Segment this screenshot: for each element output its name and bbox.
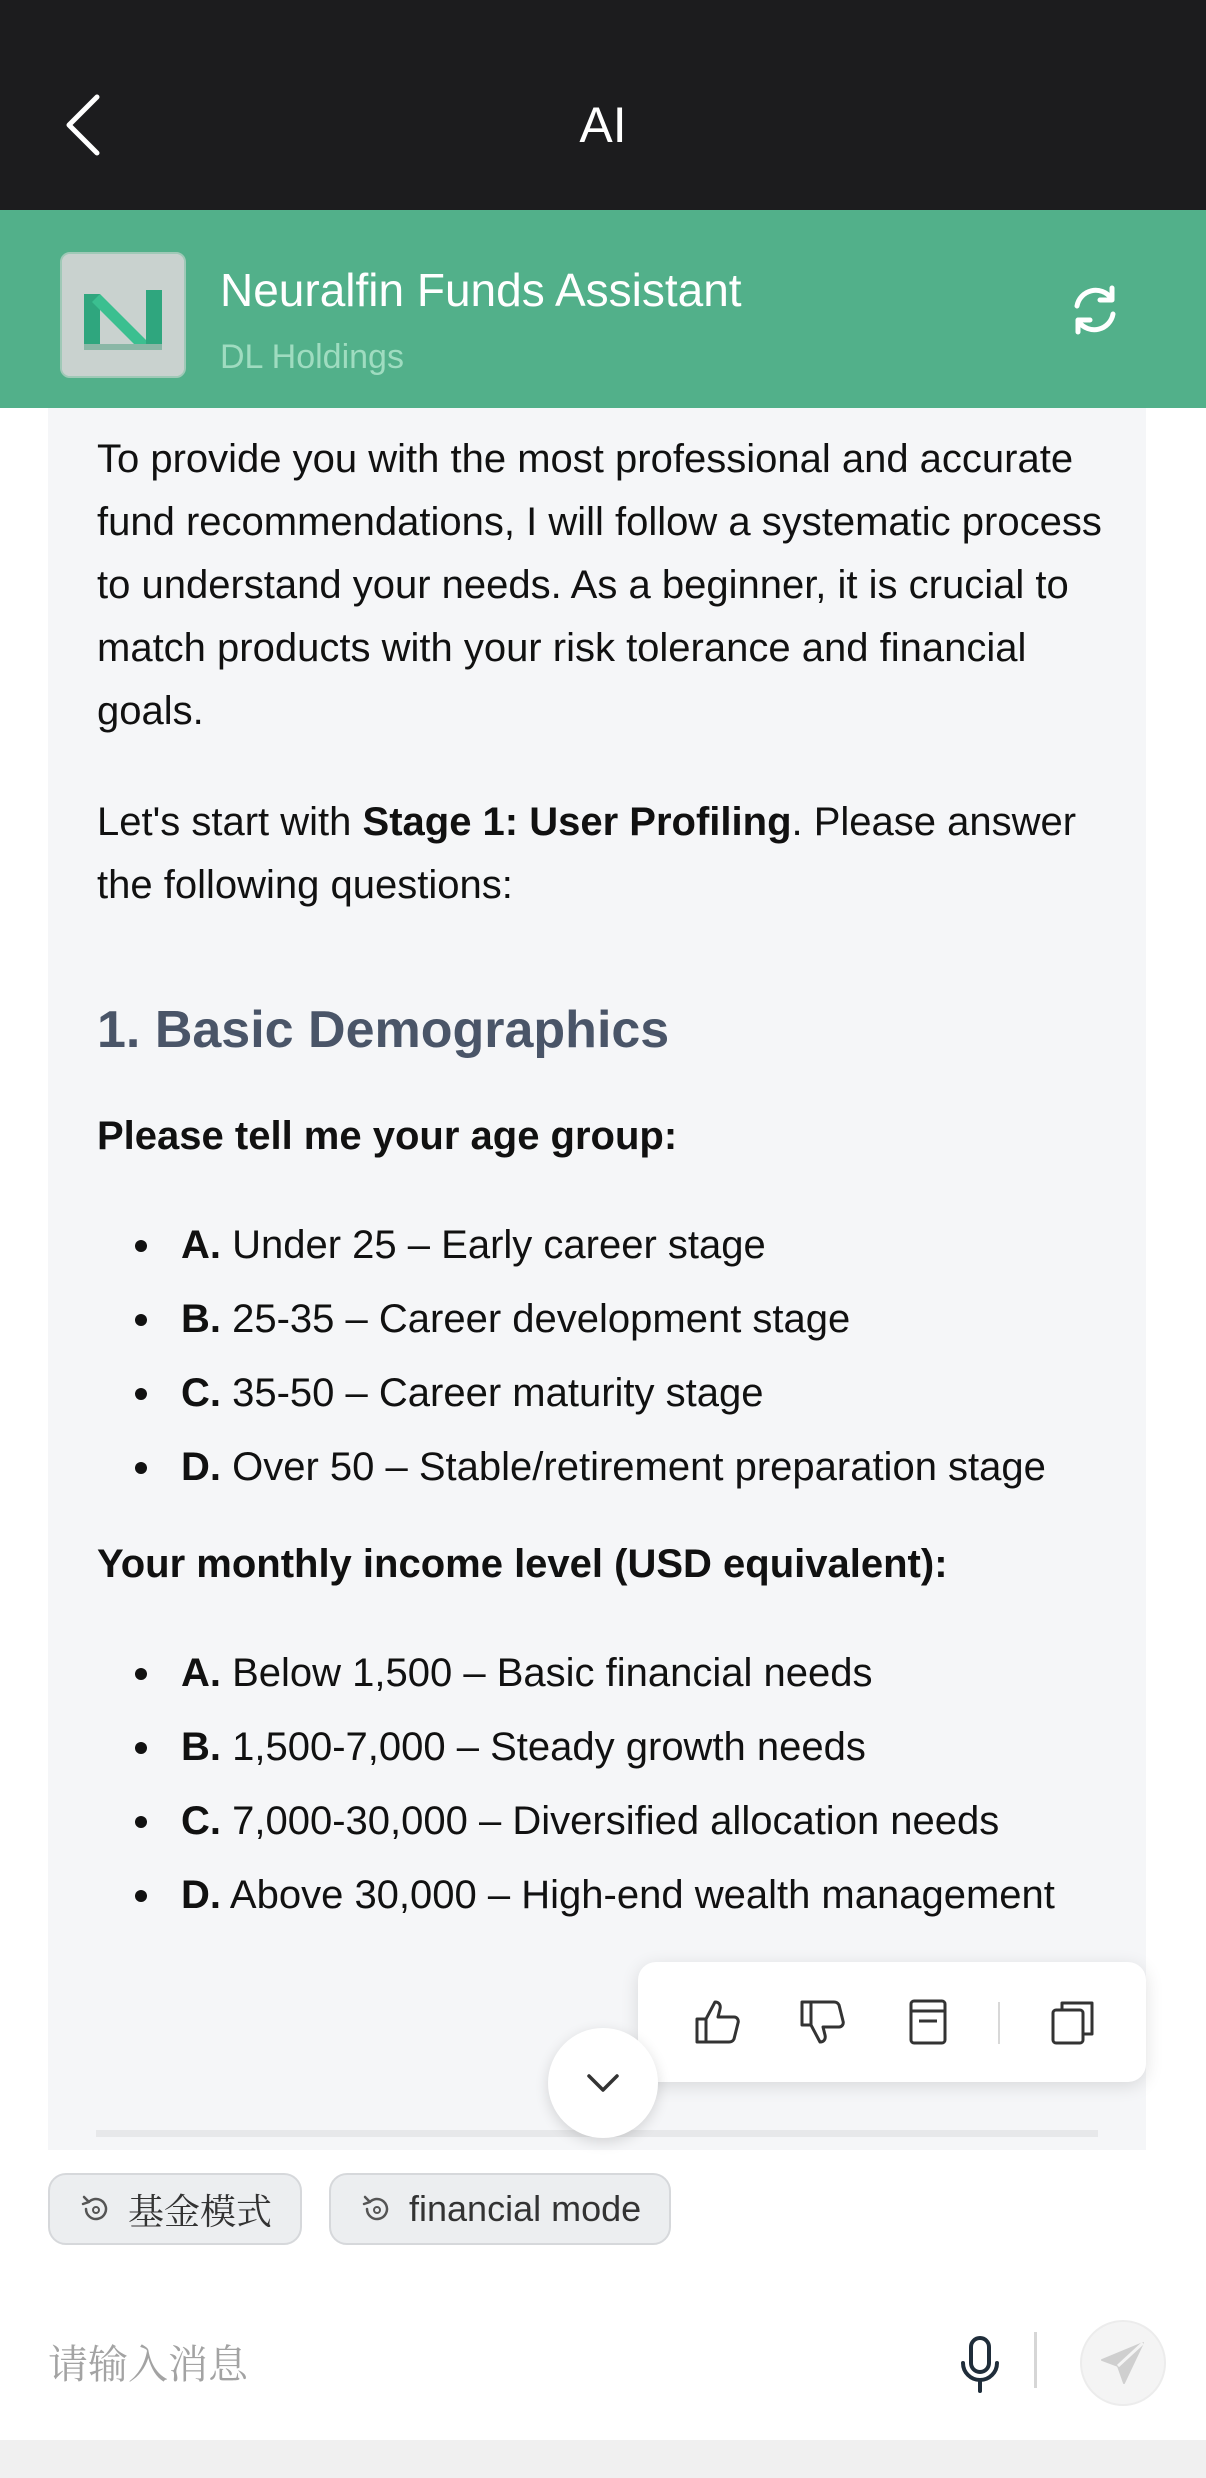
home-indicator-area [0,2440,1206,2478]
list-item: C. 7,000-30,000 – Diversified allocation needs [97,1790,1117,1853]
refresh-button[interactable] [1060,275,1130,345]
message-start: Let's start with Stage 1: User Profiling. Please answer the following questions: [97,800,1077,907]
message-input-bar [0,2290,1206,2440]
thumbs-down-icon [798,1997,848,2047]
message-input[interactable] [48,2325,908,2405]
microphone-icon [958,2335,1002,2395]
send-icon [1098,2338,1148,2388]
mode-switch-icon [359,2191,395,2227]
list-item: C. 35-50 – Career maturity stage [97,1362,1117,1425]
refresh-icon [1067,282,1123,338]
chip-financial-mode[interactable] [329,2173,671,2245]
message-action-bar [638,1962,1146,2082]
copy-icon [1048,1997,1098,2047]
assistant-header [0,210,1206,408]
notebook-icon [903,1997,953,2047]
chip-label: 基金模式 [128,2191,273,2233]
section-heading: 1. Basic Demographics [97,1001,670,1059]
scroll-to-bottom-button[interactable] [548,2028,658,2138]
income-options-list [97,1642,1117,1927]
neuralfin-logo-icon [62,254,184,376]
message-intro: To provide you with the most professional and accurate fund recommendations, I will follow a systematic process to understand your needs. As a beginner, it is crucial to match products with your risk tolerance and financial goals. [97,437,1102,733]
action-separator [998,2002,1000,2044]
list-item: A. Below 1,500 – Basic financial needs [97,1642,1117,1705]
list-item: B. 1,500-7,000 – Steady growth needs [97,1716,1117,1779]
list-item: D. Over 50 – Stable/retirement preparation stage [97,1436,1117,1499]
top-nav-bar [0,0,1206,210]
assistant-name: Neuralfin Funds Assistant [220,264,742,316]
chevron-down-icon [585,2071,621,2095]
note-button[interactable] [898,1992,958,2052]
mode-switch-icon [78,2191,114,2227]
list-item: D. Above 30,000 – High-end wealth management [97,1864,1117,1927]
input-divider [1034,2332,1037,2388]
page-title: AI [579,97,627,153]
assistant-company: DL Holdings [220,338,404,376]
age-question: Please tell me your age group: [97,1114,678,1158]
chip-label: financial mode [409,2188,642,2229]
voice-input-button[interactable] [950,2330,1010,2400]
copy-button[interactable] [1043,1992,1103,2052]
age-options-list [97,1214,1117,1499]
stage-label: Stage 1: User Profiling [362,800,792,844]
assistant-message [48,408,1146,2150]
send-button[interactable] [1080,2320,1166,2406]
income-question: Your monthly income level (USD equivalent): [97,1542,948,1586]
chip-fund-mode[interactable] [48,2173,302,2245]
list-item: B. 25-35 – Career development stage [97,1288,1117,1351]
dislike-button[interactable] [793,1992,853,2052]
assistant-avatar [60,252,186,378]
thumbs-up-icon [693,1997,743,2047]
like-button[interactable] [688,1992,748,2052]
list-item: A. Under 25 – Early career stage [97,1214,1117,1277]
